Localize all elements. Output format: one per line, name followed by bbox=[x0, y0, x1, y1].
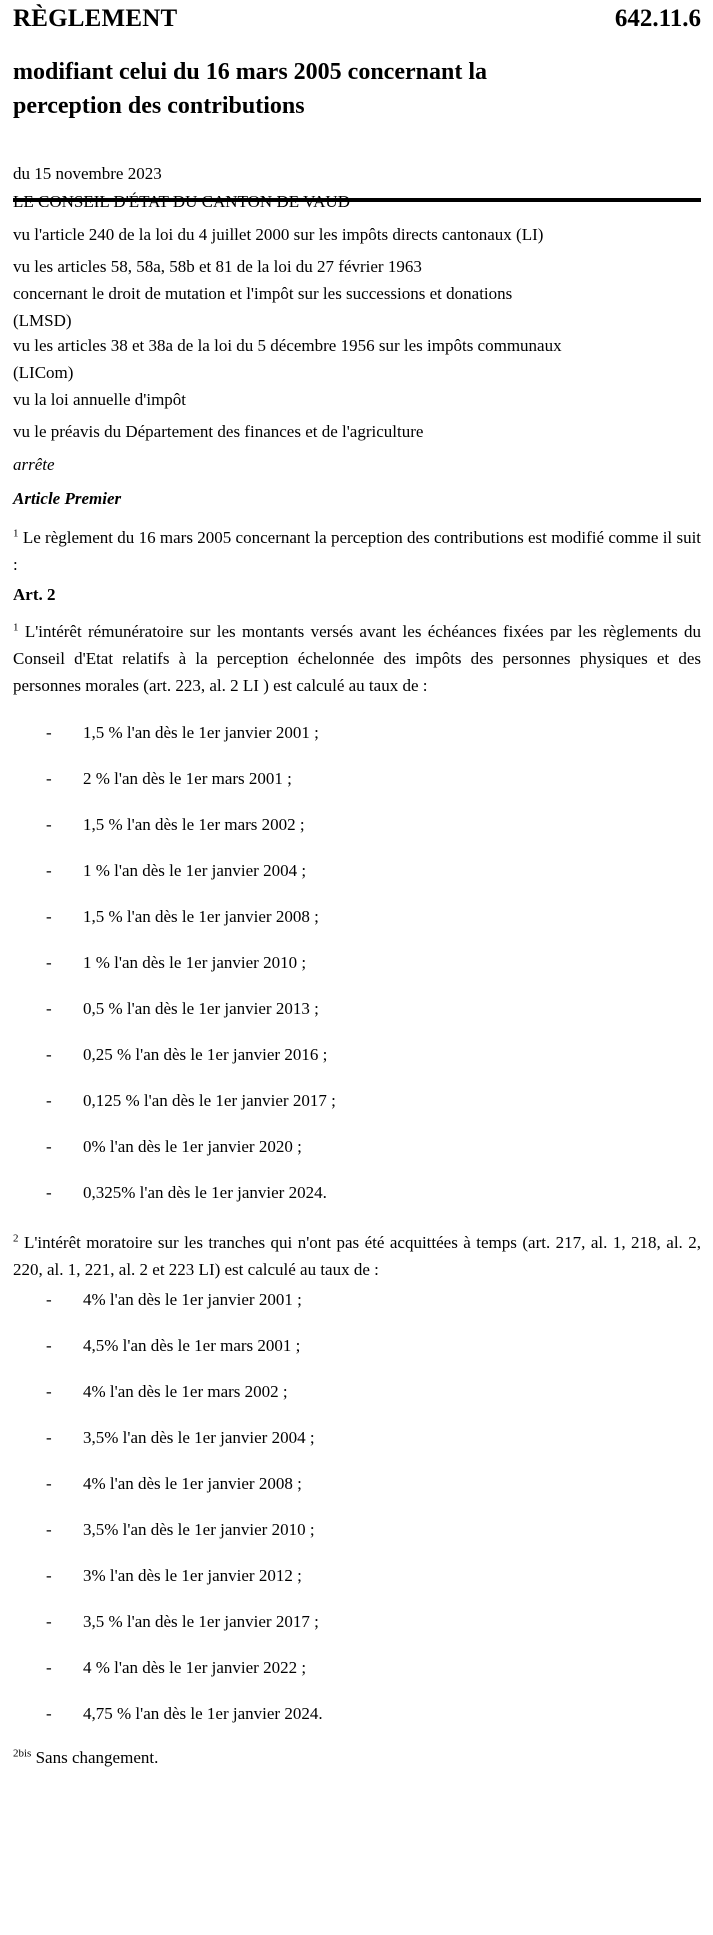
rate-text: 3,5% l'an dès le 1er janvier 2004 ; bbox=[83, 1428, 315, 1447]
article-premier-heading: Article Premier bbox=[13, 489, 122, 508]
decree-word: arrête bbox=[13, 455, 55, 474]
list-item bbox=[13, 811, 701, 857]
article-2-heading: Art. 2 bbox=[13, 585, 56, 604]
rate-text: 1 % l'an dès le 1er janvier 2004 ; bbox=[83, 861, 307, 880]
list-dash: - bbox=[46, 1137, 52, 1156]
rate-text: 4% l'an dès le 1er janvier 2001 ; bbox=[83, 1290, 302, 1309]
title-line-1: modifiant celui du 16 mars 2005 concernant la bbox=[13, 59, 487, 85]
rate-text: 0% l'an dès le 1er janvier 2020 ; bbox=[83, 1137, 302, 1156]
rate-text: 0,325% l'an dès le 1er janvier 2024. bbox=[83, 1183, 327, 1202]
list-item bbox=[13, 1608, 701, 1654]
article-2-alinea-1 bbox=[13, 618, 701, 699]
list-dash: - bbox=[46, 1658, 52, 1677]
list-item bbox=[13, 995, 701, 1041]
document-date: du 15 novembre 2023 bbox=[13, 164, 162, 183]
rate-text: 1,5 % l'an dès le 1er janvier 2001 ; bbox=[83, 723, 319, 742]
rate-text: 1 % l'an dès le 1er janvier 2010 ; bbox=[83, 953, 307, 972]
paragraph-number: 1 bbox=[13, 527, 19, 540]
list-item bbox=[13, 1516, 701, 1562]
preamble-vu-li: vu l'article 240 de la loi du 4 juillet 2000 sur les impôts directs cantonaux (LI) bbox=[13, 225, 544, 244]
list-dash: - bbox=[46, 1382, 52, 1401]
list-dash: - bbox=[46, 861, 52, 880]
list-item bbox=[13, 949, 701, 995]
preamble-authority: LE CONSEIL D'ÉTAT DU CANTON DE VAUD bbox=[13, 192, 350, 211]
list-dash: - bbox=[46, 1183, 52, 1202]
alinea-number: 2 bbox=[13, 1232, 19, 1245]
list-dash: - bbox=[46, 815, 52, 834]
alinea-number: 1 bbox=[13, 621, 19, 634]
list-dash: - bbox=[46, 907, 52, 926]
list-item bbox=[13, 1562, 701, 1608]
list-item bbox=[13, 1286, 701, 1332]
rate-text: 1,5 % l'an dès le 1er janvier 2008 ; bbox=[83, 907, 319, 926]
article-2-alinea-2bis bbox=[13, 1744, 701, 1771]
list-dash: - bbox=[46, 1474, 52, 1493]
preamble-vu-licom-line-1: vu les articles 38 et 38a de la loi du 5 décembre 1956 sur les impôts communaux bbox=[13, 336, 562, 355]
title-line-2: perception des contributions bbox=[13, 93, 305, 119]
rate-text: 3,5 % l'an dès le 1er janvier 2017 ; bbox=[83, 1612, 319, 1631]
list-dash: - bbox=[46, 1091, 52, 1110]
rate-text: 0,25 % l'an dès le 1er janvier 2016 ; bbox=[83, 1045, 328, 1064]
list-item bbox=[13, 1700, 701, 1746]
moratory-interest-rates-list bbox=[13, 1286, 701, 1746]
list-dash: - bbox=[46, 999, 52, 1018]
list-item bbox=[13, 765, 701, 811]
rate-text: 4% l'an dès le 1er mars 2002 ; bbox=[83, 1382, 288, 1401]
list-dash: - bbox=[46, 1566, 52, 1585]
list-item bbox=[13, 1332, 701, 1378]
document-title bbox=[13, 55, 693, 123]
list-item bbox=[13, 1179, 701, 1225]
document-type: RÈGLEMENT bbox=[13, 5, 178, 32]
alinea-2-text: L'intérêt moratoire sur les tranches qui n'ont pas été acquittées à temps (art. 217, al. 1, 218, al. 2, 220, al. 1, 221, al. 2 et 223 LI) est calculé au taux de : bbox=[13, 1233, 702, 1279]
rate-text: 0,5 % l'an dès le 1er janvier 2013 ; bbox=[83, 999, 319, 1018]
article-premier-text: Le règlement du 16 mars 2005 concernant la perception des contributions est modifié comme il suit : bbox=[13, 528, 702, 574]
list-dash: - bbox=[46, 1428, 52, 1447]
alinea-2bis-text: Sans changement. bbox=[35, 1748, 159, 1767]
rate-text: 3% l'an dès le 1er janvier 2012 ; bbox=[83, 1566, 302, 1585]
rate-text: 3,5% l'an dès le 1er janvier 2010 ; bbox=[83, 1520, 315, 1539]
preamble-vu-lmsd-line-1: vu les articles 58, 58a, 58b et 81 de la loi du 27 février 1963 bbox=[13, 257, 422, 276]
rate-text: 0,125 % l'an dès le 1er janvier 2017 ; bbox=[83, 1091, 336, 1110]
list-item bbox=[13, 1378, 701, 1424]
list-dash: - bbox=[46, 1290, 52, 1309]
list-item bbox=[13, 903, 701, 949]
list-item bbox=[13, 857, 701, 903]
list-item bbox=[13, 1654, 701, 1700]
list-item bbox=[13, 1041, 701, 1087]
preamble-vu-loi-annuelle: vu la loi annuelle d'impôt bbox=[13, 390, 187, 409]
preamble-vu-lmsd-line-3: (LMSD) bbox=[13, 311, 72, 330]
list-item bbox=[13, 1424, 701, 1470]
rate-text: 4% l'an dès le 1er janvier 2008 ; bbox=[83, 1474, 302, 1493]
alinea-number: 2bis bbox=[13, 1747, 32, 1760]
list-item bbox=[13, 719, 701, 765]
list-dash: - bbox=[46, 1520, 52, 1539]
list-dash: - bbox=[46, 1045, 52, 1064]
remunerative-interest-rates-list bbox=[13, 719, 701, 1225]
alinea-1-text: L'intérêt rémunératoire sur les montants versés avant les échéances fixées par les règlements du Conseil d'Etat relatifs à la perception échelonnée des impôts des personnes physiques et des personnes morales (art. 223, al. 2 LI ) est calculé au taux de : bbox=[13, 622, 702, 695]
preamble-vu-lmsd bbox=[13, 253, 701, 334]
list-dash: - bbox=[46, 953, 52, 972]
list-dash: - bbox=[46, 1612, 52, 1631]
list-dash: - bbox=[46, 769, 52, 788]
rate-text: 1,5 % l'an dès le 1er mars 2002 ; bbox=[83, 815, 305, 834]
preamble-vu-licom bbox=[13, 332, 701, 386]
rate-text: 2 % l'an dès le 1er mars 2001 ; bbox=[83, 769, 292, 788]
rate-text: 4 % l'an dès le 1er janvier 2022 ; bbox=[83, 1658, 307, 1677]
rate-text: 4,75 % l'an dès le 1er janvier 2024. bbox=[83, 1704, 323, 1723]
list-item bbox=[13, 1470, 701, 1516]
rate-text: 4,5% l'an dès le 1er mars 2001 ; bbox=[83, 1336, 301, 1355]
list-dash: - bbox=[46, 1704, 52, 1723]
list-item bbox=[13, 1087, 701, 1133]
list-dash: - bbox=[46, 1336, 52, 1355]
list-item bbox=[13, 1133, 701, 1179]
preamble-vu-preavis: vu le préavis du Département des finances et de l'agriculture bbox=[13, 422, 424, 441]
article-2-alinea-2 bbox=[13, 1229, 701, 1283]
article-premier-paragraph bbox=[13, 524, 701, 578]
preamble-vu-lmsd-line-2: concernant le droit de mutation et l'impôt sur les successions et donations bbox=[13, 284, 513, 303]
list-dash: - bbox=[46, 723, 52, 742]
header-row bbox=[13, 5, 701, 39]
preamble-vu-licom-line-2: (LICom) bbox=[13, 363, 74, 382]
document-number: 642.11.6 bbox=[614, 5, 701, 32]
